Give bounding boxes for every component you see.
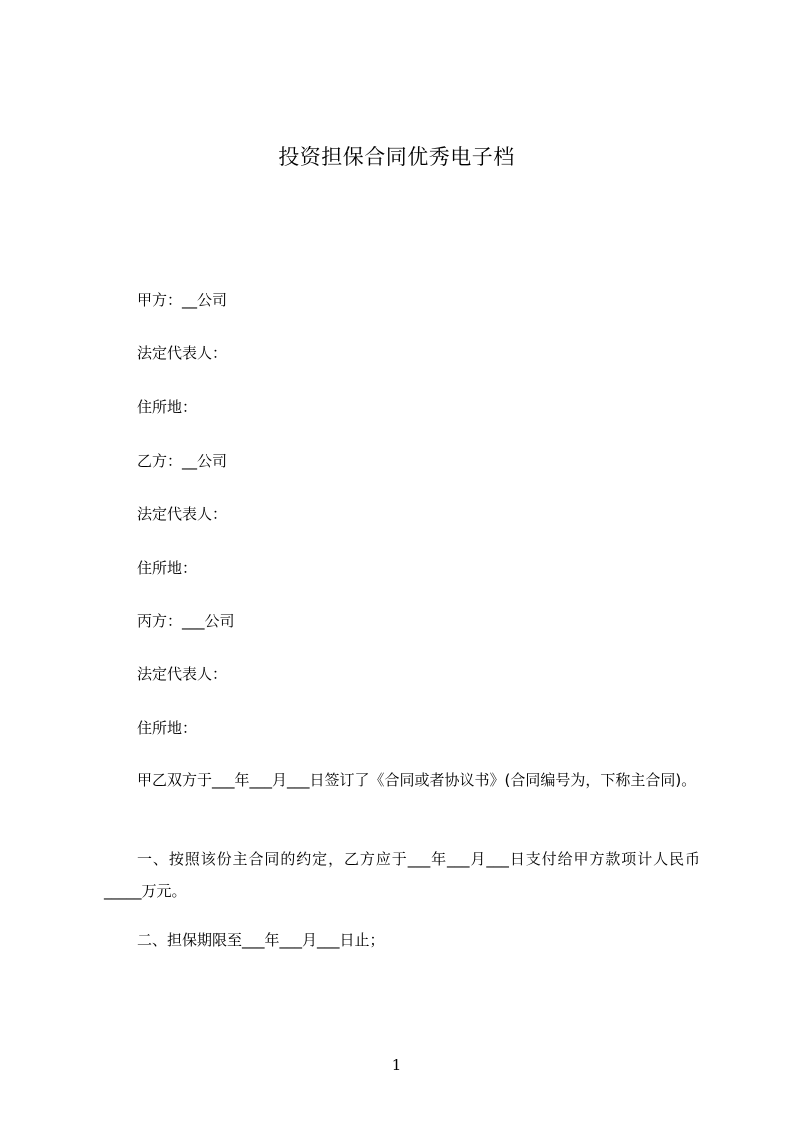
payment-clause-paragraph: 一、按照该份主合同的约定，乙方应于___年___月___日支付给甲方款项计人民币_____万元。 xyxy=(104,850,700,900)
party-a-line: 甲方：__公司 xyxy=(137,291,228,309)
party-c-legal-representative: 法定代表人： xyxy=(137,665,228,683)
party-b-line: 乙方：__公司 xyxy=(137,452,228,470)
party-c-address: 住所地： xyxy=(137,719,198,737)
party-c-line: 丙方：___公司 xyxy=(137,612,235,630)
party-b-address: 住所地： xyxy=(137,559,198,577)
guarantee-period-paragraph: 二、担保期限至___年___月___日止； xyxy=(137,931,385,949)
contract-signing-paragraph: 甲乙双方于___年___月___日签订了《合同或者协议书》(合同编号为，下称主合同)。 xyxy=(137,771,697,789)
document-title: 投资担保合同优秀电子档 xyxy=(278,145,515,169)
party-a-legal-representative: 法定代表人： xyxy=(137,344,228,362)
page-number: 1 xyxy=(391,1056,402,1074)
party-b-legal-representative: 法定代表人： xyxy=(137,505,228,523)
party-a-address: 住所地： xyxy=(137,398,198,416)
